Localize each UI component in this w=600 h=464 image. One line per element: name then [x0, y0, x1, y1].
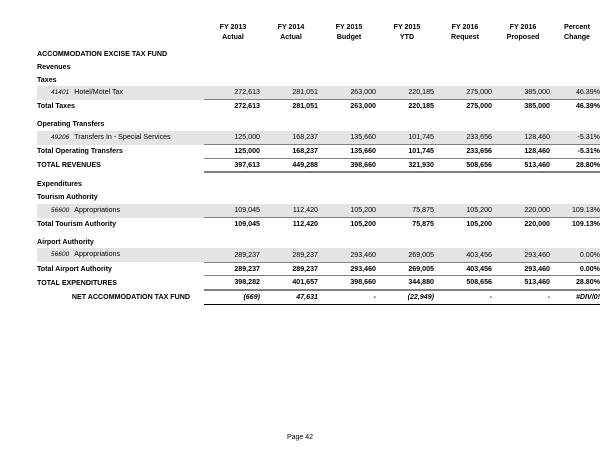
cell-amount — [262, 178, 320, 191]
cell-amount: (22,949) — [378, 290, 436, 304]
cell-percent-change: 28.80% — [552, 158, 600, 172]
row-label: Taxes — [37, 75, 57, 84]
cell-percent-change — [552, 74, 600, 87]
cell-percent-change: -5.31% — [552, 145, 600, 159]
cell-percent-change — [552, 61, 600, 74]
column-header-line1: FY 2013 — [219, 23, 247, 31]
table-row — [37, 262, 600, 276]
cell-amount: 508,656 — [436, 276, 494, 290]
cell-amount — [494, 118, 552, 131]
cell-amount — [436, 61, 494, 74]
column-header-line2: YTD — [399, 33, 415, 42]
cell-amount: 513,460 — [494, 158, 552, 172]
cell-amount: 289,237 — [262, 262, 320, 276]
table-row — [37, 48, 600, 61]
column-header-line2: Actual — [222, 33, 244, 42]
table-row — [37, 86, 600, 100]
table-body — [37, 48, 600, 305]
table-row — [37, 61, 600, 74]
cell-amount: 112,420 — [262, 218, 320, 231]
cell-amount — [262, 74, 320, 87]
cell-amount: 112,420 — [292, 206, 318, 215]
cell-amount: 128,460 — [494, 145, 552, 159]
cell-amount: 344,880 — [378, 276, 436, 290]
row-label-text: Hotel/Motel Tax — [74, 88, 124, 97]
cell-amount: 289,237 — [234, 250, 260, 259]
row-label — [37, 204, 204, 218]
cell-amount: - — [436, 290, 494, 304]
cell-amount: 135,660 — [350, 133, 376, 142]
cell-amount: 101,745 — [378, 145, 436, 159]
cell-amount: 403,456 — [466, 250, 492, 259]
column-header-percent-change — [552, 22, 600, 48]
cell-amount: 293,460 — [494, 262, 552, 276]
cell-percent-change — [552, 48, 600, 61]
cell-percent-change — [552, 191, 600, 204]
column-header-line2: Change — [563, 33, 590, 42]
column-header-fy2015-budget — [320, 22, 378, 48]
cell-amount: 125,000 — [234, 133, 260, 142]
row-label: NET ACCOMMODATION TAX FUND — [71, 292, 190, 301]
cell-amount — [262, 48, 320, 61]
cell-amount — [494, 61, 552, 74]
column-header-line1: FY 2015 — [393, 23, 421, 31]
cell-amount: 168,237 — [262, 145, 320, 159]
cell-amount: 272,613 — [234, 88, 260, 97]
column-header-fy2014-actual — [262, 22, 320, 48]
cell-amount — [436, 236, 494, 249]
cell-amount — [262, 236, 320, 249]
cell-amount: 293,460 — [524, 250, 550, 259]
cell-amount — [436, 118, 494, 131]
table-row — [37, 276, 600, 290]
cell-amount: 398,660 — [320, 276, 378, 290]
cell-amount: 105,200 — [320, 218, 378, 231]
cell-amount: 397,613 — [204, 158, 262, 172]
cell-amount: 281,051 — [292, 88, 318, 97]
cell-percent-change: 46.39% — [575, 88, 600, 97]
cell-percent-change: 0.00% — [552, 262, 600, 276]
column-header-line2: Actual — [280, 33, 302, 42]
table-row — [37, 158, 600, 172]
cell-amount — [494, 48, 552, 61]
cell-amount — [378, 48, 436, 61]
cell-percent-change — [552, 118, 600, 131]
row-label-text: Transfers In - Special Services — [74, 132, 171, 141]
cell-amount: 385,000 — [494, 100, 552, 113]
table-row — [37, 118, 600, 131]
column-header-line1: FY 2014 — [277, 23, 305, 31]
net-underline-rule — [204, 304, 600, 305]
cell-amount — [320, 48, 378, 61]
table-row — [37, 178, 600, 191]
cell-percent-change: 109.13% — [571, 206, 600, 215]
cell-amount — [320, 61, 378, 74]
column-header-label — [37, 22, 204, 48]
column-header-fy2016-request — [436, 22, 494, 48]
cell-amount — [204, 118, 262, 131]
cell-amount: 105,200 — [350, 206, 376, 215]
cell-amount — [320, 118, 378, 131]
cell-amount: 135,660 — [320, 145, 378, 159]
cell-amount: 401,657 — [262, 276, 320, 290]
table-header — [37, 22, 600, 48]
cell-percent-change: 109.13% — [552, 218, 600, 231]
cell-amount: - — [494, 290, 552, 304]
cell-amount: 220,185 — [378, 100, 436, 113]
table-row — [37, 204, 600, 218]
cell-amount: 513,460 — [494, 276, 552, 290]
column-header-line1: Percent — [563, 23, 591, 31]
cell-amount: 263,000 — [320, 100, 378, 113]
cell-amount — [320, 236, 378, 249]
row-label: Total Operating Transfers — [37, 147, 123, 156]
table-row — [37, 145, 600, 159]
column-header-fy2013-actual — [204, 22, 262, 48]
cell-amount: 398,660 — [320, 158, 378, 172]
cell-amount: 233,656 — [436, 145, 494, 159]
cell-amount: 220,185 — [408, 88, 434, 97]
row-label — [37, 131, 204, 145]
cell-amount: 168,237 — [292, 133, 318, 142]
table-row — [37, 290, 600, 304]
cell-amount — [494, 178, 552, 191]
cell-amount: 263,000 — [350, 88, 376, 97]
account-code: 49206 — [51, 133, 70, 141]
cell-amount — [378, 191, 436, 204]
column-header-line2: Budget — [336, 33, 362, 42]
column-header-line2: Request — [451, 33, 479, 42]
table-row — [37, 248, 600, 262]
account-code: 56600 — [51, 206, 70, 214]
row-label: ACCOMMODATION EXCISE TAX FUND — [37, 50, 168, 59]
cell-amount: 125,000 — [204, 145, 262, 159]
cell-amount: 321,930 — [378, 158, 436, 172]
cell-amount: 233,656 — [466, 133, 492, 142]
cell-amount — [494, 236, 552, 249]
cell-amount — [378, 178, 436, 191]
cell-percent-change — [552, 236, 600, 249]
cell-amount — [320, 191, 378, 204]
cell-amount: 289,237 — [292, 250, 318, 259]
cell-amount: 281,051 — [262, 100, 320, 113]
row-label: Expenditures — [37, 180, 82, 189]
cell-amount: 275,000 — [466, 88, 492, 97]
cell-amount: 220,000 — [494, 218, 552, 231]
cell-amount — [204, 48, 262, 61]
row-label: Total Tourism Authority — [37, 219, 117, 228]
cell-amount — [204, 178, 262, 191]
cell-amount — [436, 178, 494, 191]
row-label: TOTAL EXPENDITURES — [37, 278, 118, 287]
cell-amount: 508,656 — [436, 158, 494, 172]
row-label: Total Airport Authority — [37, 264, 112, 273]
table-row — [37, 218, 600, 231]
cell-amount — [262, 191, 320, 204]
cell-amount — [378, 118, 436, 131]
cell-amount: 269,005 — [408, 250, 434, 259]
cell-amount: 109,045 — [234, 206, 260, 215]
cell-amount: 75,875 — [412, 206, 434, 215]
cell-amount: 293,460 — [320, 262, 378, 276]
cell-amount — [204, 74, 262, 87]
account-code: 41401 — [51, 89, 70, 97]
cell-amount: 293,460 — [350, 250, 376, 259]
cell-amount: 403,456 — [436, 262, 494, 276]
column-header-fy2015-ytd — [378, 22, 436, 48]
column-header-row — [37, 22, 600, 48]
budget-table — [37, 22, 600, 305]
cell-percent-change: -5.31% — [577, 133, 600, 142]
cell-amount: 128,460 — [524, 133, 550, 142]
row-label: Airport Authority — [37, 237, 94, 246]
cell-percent-change: 46.39% — [552, 100, 600, 113]
cell-amount: 272,613 — [204, 100, 262, 113]
table-row — [37, 100, 600, 113]
cell-amount: 289,237 — [204, 262, 262, 276]
cell-amount: 275,000 — [436, 100, 494, 113]
cell-amount: 105,200 — [466, 206, 492, 215]
cell-amount — [494, 191, 552, 204]
cell-amount — [204, 191, 262, 204]
row-label: Tourism Authority — [37, 193, 98, 202]
column-header-line1: FY 2015 — [335, 23, 363, 31]
cell-amount: 47,631 — [262, 290, 320, 304]
cell-amount — [378, 74, 436, 87]
cell-amount — [262, 61, 320, 74]
row-label-text: Appropriations — [74, 205, 121, 214]
cell-amount: (669) — [204, 290, 262, 304]
cell-amount — [378, 236, 436, 249]
row-label: Operating Transfers — [37, 120, 105, 129]
cell-percent-change — [552, 178, 600, 191]
cell-percent-change: 28.80% — [552, 276, 600, 290]
table-row — [37, 74, 600, 87]
cell-amount — [494, 74, 552, 87]
column-header-fy2016-proposed — [494, 22, 552, 48]
column-header-line1: FY 2016 — [509, 23, 537, 31]
cell-amount: 220,000 — [524, 206, 550, 215]
cell-percent-change: #DIV/0! — [552, 290, 600, 304]
row-label: Revenues — [37, 62, 71, 71]
net-total-underline — [37, 304, 600, 305]
cell-amount: - — [320, 290, 378, 304]
cell-amount — [320, 74, 378, 87]
page-footer: Page 42 — [286, 434, 314, 441]
cell-amount — [320, 178, 378, 191]
cell-amount: 269,005 — [378, 262, 436, 276]
cell-amount — [204, 61, 262, 74]
cell-amount — [436, 191, 494, 204]
row-label-text: Appropriations — [74, 250, 121, 259]
row-label: Total Taxes — [37, 102, 75, 111]
cell-percent-change: 0.00% — [579, 250, 600, 259]
cell-amount — [436, 74, 494, 87]
cell-amount — [436, 48, 494, 61]
account-code: 56600 — [51, 251, 70, 259]
cell-amount: 449,288 — [262, 158, 320, 172]
cell-amount — [262, 118, 320, 131]
column-header-line2: Proposed — [506, 33, 540, 42]
net-underline-gap — [37, 304, 204, 305]
table-row — [37, 191, 600, 204]
cell-amount: 109,045 — [204, 218, 262, 231]
cell-amount — [204, 236, 262, 249]
row-label — [37, 248, 204, 262]
cell-amount: 101,745 — [408, 133, 434, 142]
cell-amount: 75,875 — [378, 218, 436, 231]
row-label — [37, 86, 204, 100]
column-header-line1: FY 2016 — [451, 23, 479, 31]
cell-amount: 385,000 — [524, 88, 550, 97]
table-row — [37, 131, 600, 145]
table-row — [37, 236, 600, 249]
row-label: TOTAL REVENUES — [37, 161, 101, 169]
cell-amount: 398,282 — [204, 276, 262, 290]
cell-amount: 105,200 — [436, 218, 494, 231]
cell-amount — [378, 61, 436, 74]
